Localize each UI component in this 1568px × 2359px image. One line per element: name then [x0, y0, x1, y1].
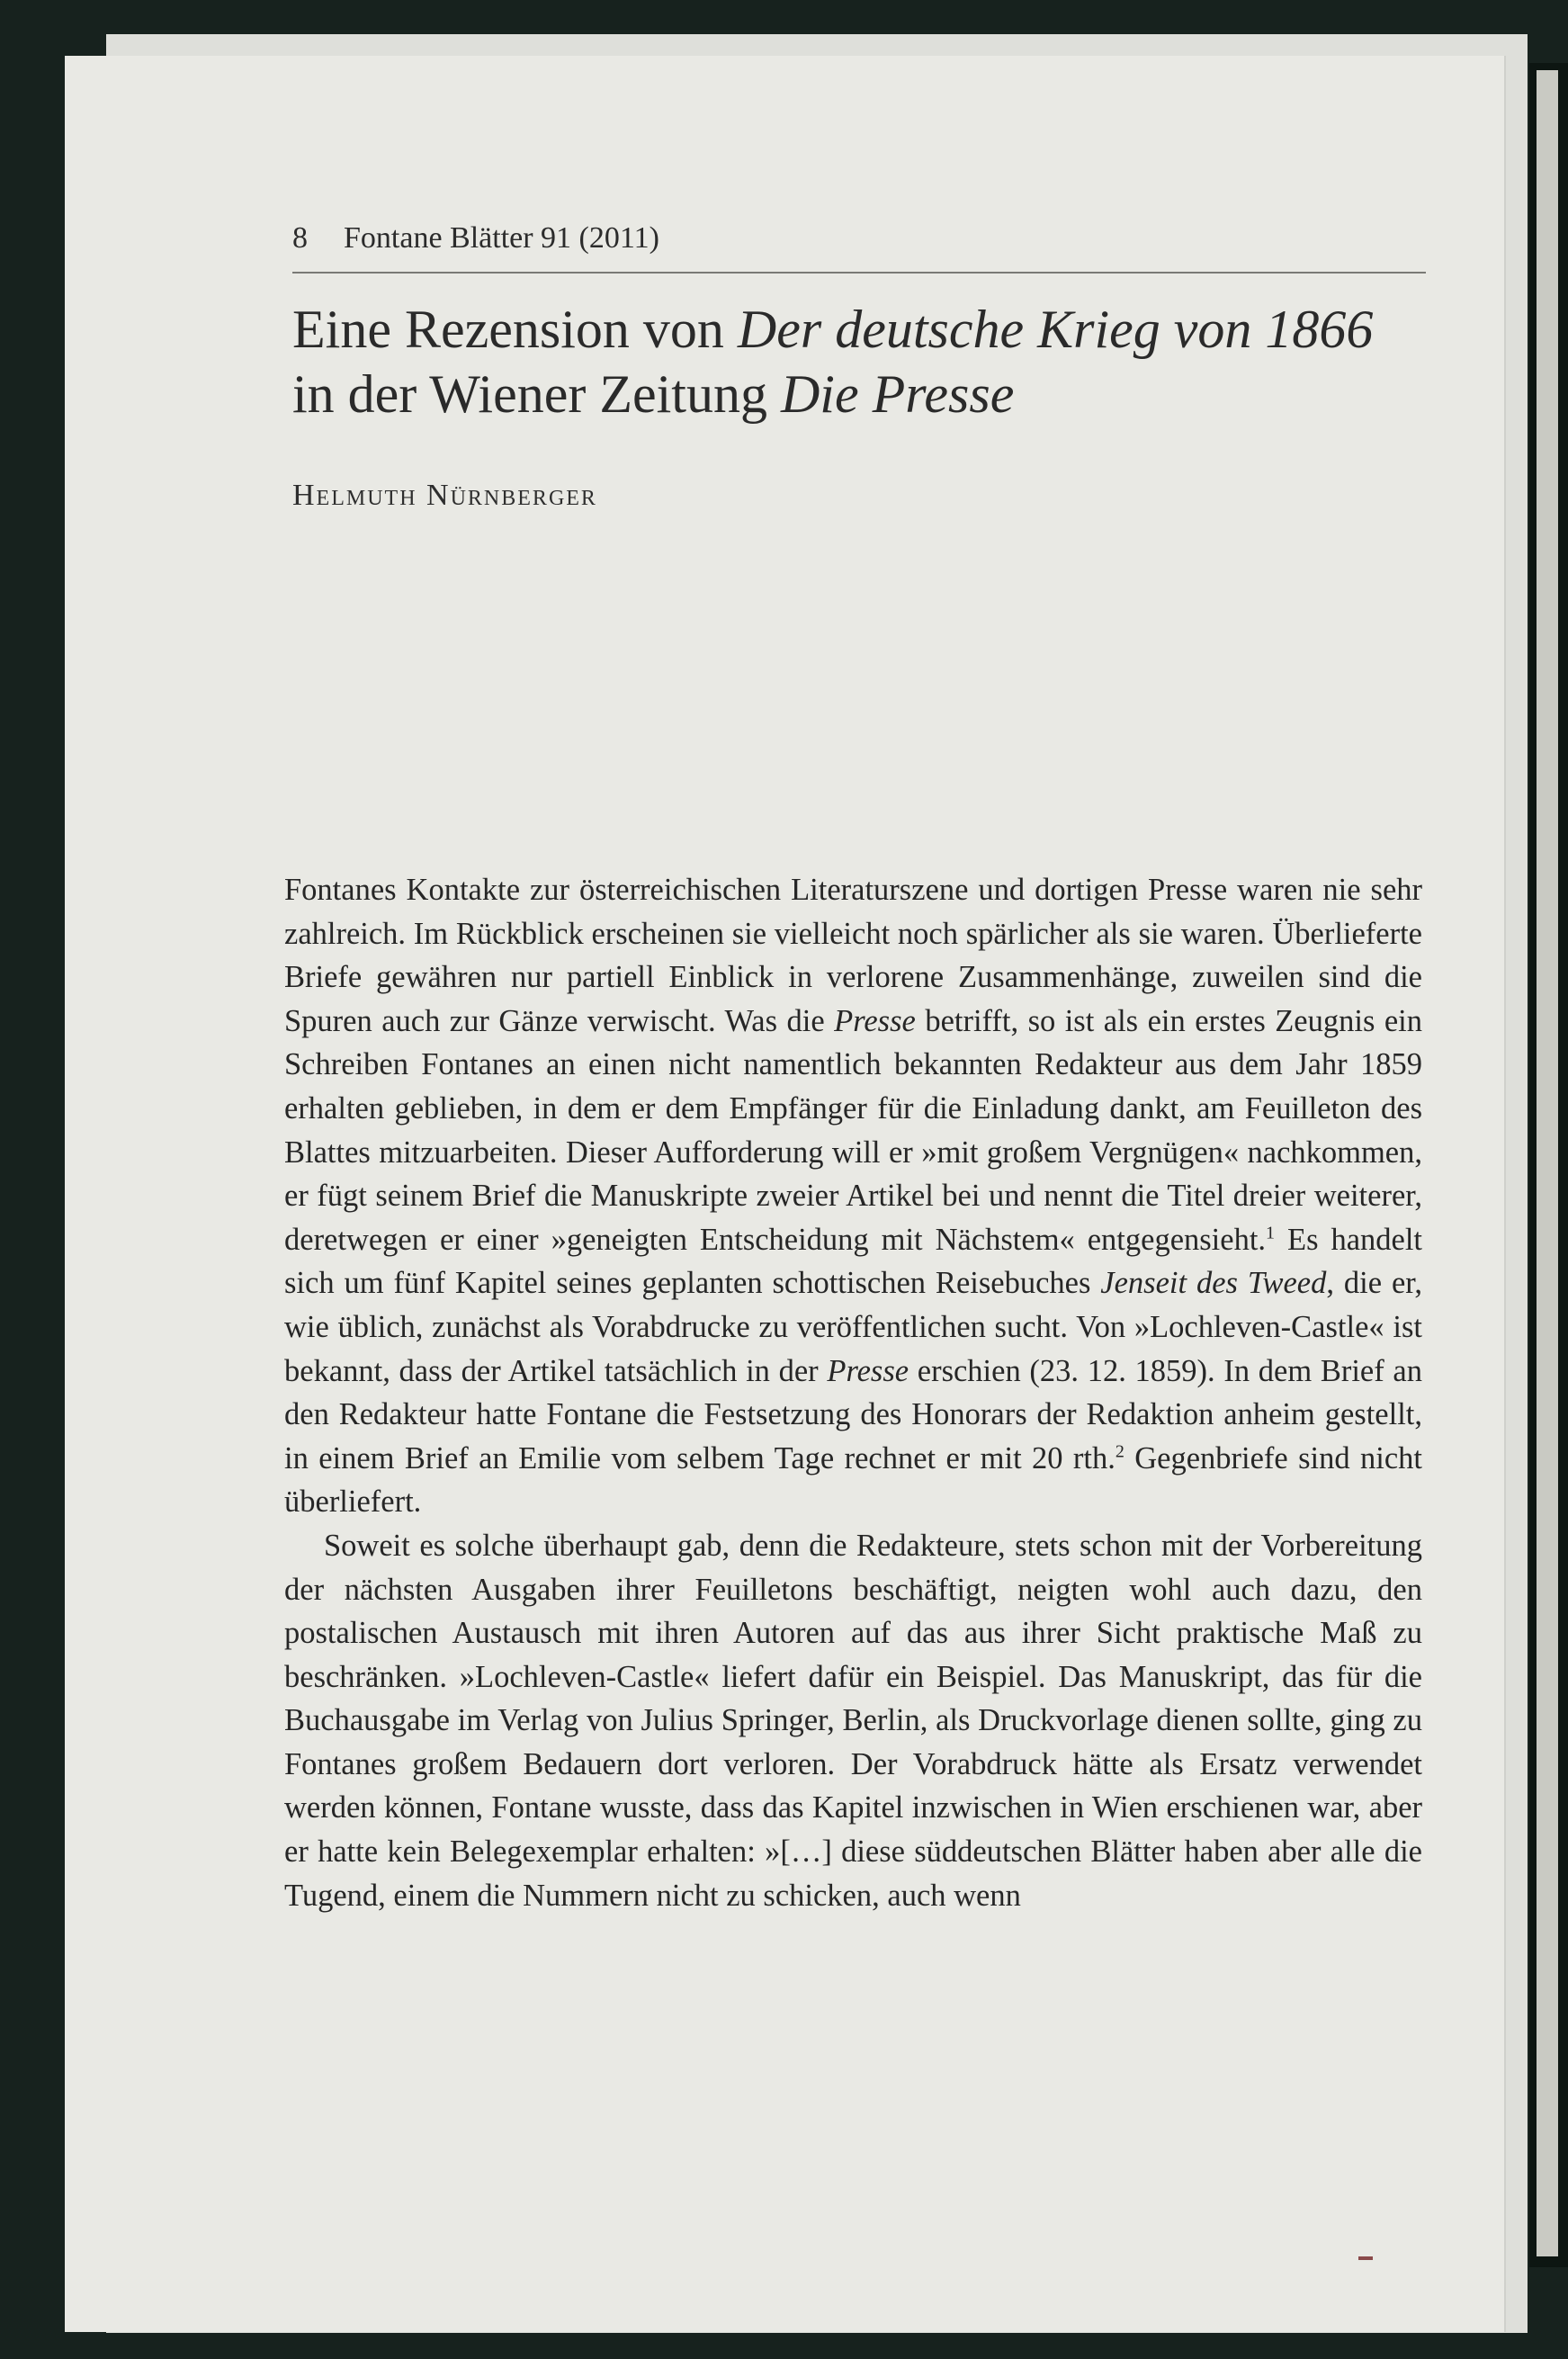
title-italic-2: Die Presse	[780, 364, 1015, 424]
page-number: 8	[292, 221, 308, 255]
paragraph-1-italic-b: Jenseit des Tweed	[1100, 1266, 1327, 1301]
paragraph-1-text-f: , die er, wie üblich, zunächst als Vorabdrucke zu veröffentlichen sucht. Von »Lochleven-Castle« ist bekannt, dass der Artikel tatsächlich in der	[284, 1266, 1422, 1388]
paragraph-1-text-a: Fontanes Kontakte zur österreichischen Literaturszene und dortigen Presse waren nie sehr zahlreich. Im Rückblick erscheinen sie vielleicht noch spärlicher als sie waren. Überlieferte Briefe gewähren nur partiell Einblick in verlorene Zusammenhänge, zuweilen sind die Spuren auch zur Gänze verwischt. Was die	[284, 873, 1422, 1038]
article-title	[292, 297, 1444, 426]
next-page-edge	[1537, 70, 1558, 2256]
paragraph-1	[284, 868, 1422, 1524]
ink-mark	[1358, 2256, 1373, 2260]
paragraph-1-text-i: Gegenbriefe sind nicht überliefert.	[284, 1440, 1422, 1520]
running-head	[292, 221, 659, 256]
paragraph-2: Soweit es solche überhaupt gab, denn die Redakteure, stets schon mit der Vorbereitung der nächsten Ausgaben ihrer Feuilletons beschäftigt, neigten wohl auch dazu, den postalischen Austausch mit ihren Autoren auf das aus ihrer Sicht praktische Maß zu beschränken. »Lochleven-Castle« liefert dafür ein Beispiel. Das Manuskript, das für die Buchausgabe im Verlag von Julius Springer, Berlin, als Druckvorlage dienen sollte, ging zu Fontanes großem Bedauern dort verloren. Der Vorabdruck hätte als Ersatz verwendet werden können, Fontane wusste, dass das Kapitel inzwischen in Wien erschienen war, aber er hatte kein Belegexemplar erhalten: »[…] diese süddeutschen Blätter haben aber alle die Tugend, einem die Nummern nicht zu schicken, auch wenn	[284, 1528, 1422, 1913]
title-italic-1: Der deutsche Krieg von 1866	[737, 300, 1374, 359]
paragraph-1-italic-a: Presse	[834, 1003, 916, 1038]
author-name: Helmuth Nürnberger	[292, 479, 597, 512]
article-body	[284, 868, 1422, 1917]
paragraph-1-text-h: erschien (23. 12. 1859). In dem Brief an den Redakteur hatte Fontane die Festsetzung des Honorars der Redaktion anheim gestellt, in einem Brief an Emilie vom selbem Tage rechnet er mit 20 rth.	[284, 1353, 1422, 1475]
title-text-2: in der Wiener Zeitung	[292, 364, 781, 424]
title-text-1: Eine Rezension von	[292, 300, 738, 359]
footnote-ref-2: 2	[1115, 1441, 1124, 1462]
journal-title: Fontane Blätter 91 (2011)	[344, 221, 659, 255]
header-rule	[292, 272, 1426, 274]
paragraph-1-italic-c: Presse	[827, 1353, 909, 1388]
paragraph-1-text-c: betrifft, so ist als ein erstes Zeugnis ein Schreiben Fontanes an einen nicht namentlich bekannten Redakteur aus dem Jahr 1859 erhalten geblieben, in dem er dem Empfänger für die Einladung dankt, am Feuilleton des Blattes mitzuarbeiten. Dieser Aufforderung will er »mit großem Vergnügen« nachkommen, er fügt seinem Brief die Manuskripte zweier Artikel bei und nennt die Titel dreier weiterer, deretwegen er einer »geneigten Entscheidung mit Nächstem« entgegensieht.	[284, 1003, 1422, 1257]
paragraph-1-text-d: Es handelt sich um fünf Kapitel seines geplanten schottischen Reisebuches	[284, 1222, 1422, 1301]
footnote-ref-1: 1	[1266, 1223, 1276, 1243]
